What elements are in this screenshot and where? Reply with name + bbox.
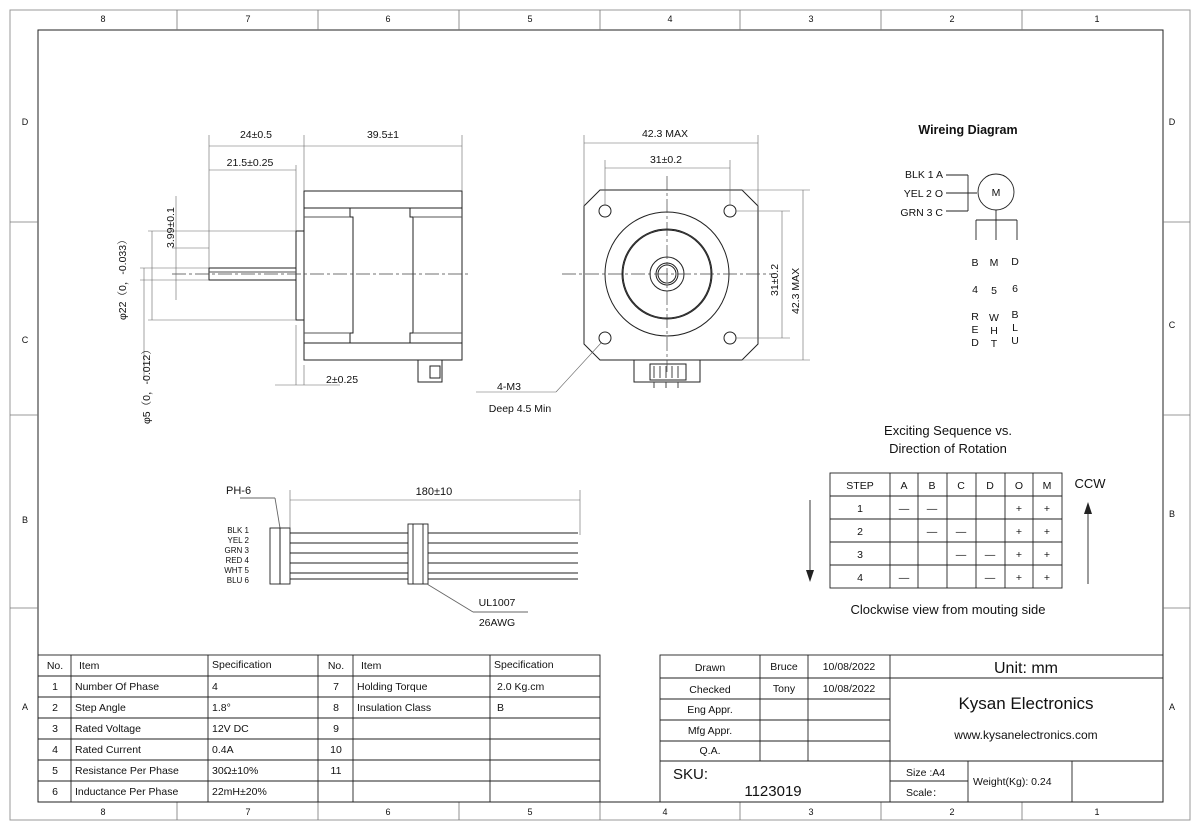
seq-cell: 2: [857, 526, 863, 538]
seq-cell: +: [1043, 572, 1051, 584]
dim-shaft-diameter: φ5（0，-0.012）: [141, 344, 153, 424]
sku-value: 1123019: [744, 783, 802, 800]
pin-label-5: WHT 5: [224, 566, 249, 575]
spec-cell: Rated Current: [75, 744, 141, 756]
seq-header-d: D: [986, 480, 994, 492]
pin-label-6: BLU 6: [226, 576, 249, 585]
spec-cell: Holding Torque: [357, 681, 428, 693]
dim-body-length: 39.5±1: [366, 129, 400, 141]
spec-cell: 2.0 Kg.cm: [497, 681, 545, 693]
lead-label-a: BLK 1 A: [905, 169, 943, 181]
zone-row-c-right: C: [1168, 320, 1176, 330]
zone-col-3-bottom: 3: [808, 807, 814, 817]
side-view: [140, 135, 470, 385]
seq-header-a: A: [900, 480, 908, 492]
seq-cell: —: [984, 549, 996, 561]
approval-role: Eng Appr.: [687, 704, 733, 716]
lead-label-c: GRN 3 C: [900, 207, 943, 219]
dim-hole-spacing-vertical: 31±0.2: [769, 263, 781, 296]
front-view-dimensions: [489, 128, 802, 415]
spec-cell: Rated Voltage: [75, 723, 141, 735]
spec-cell: 8: [333, 702, 339, 714]
spec-cell: Number Of Phase: [75, 681, 160, 693]
zone-col-3: 3: [808, 14, 814, 24]
spec-cell: 30Ω±10%: [212, 765, 259, 777]
connector-label: PH-6: [226, 485, 252, 497]
spec-cell: Insulation Class: [357, 702, 432, 714]
seq-cell: —: [926, 503, 938, 515]
spec-cell: 11: [330, 765, 342, 777]
seq-cell: +: [1043, 549, 1051, 561]
seq-header-o: O: [1014, 480, 1024, 492]
color-wht-3: T: [990, 338, 998, 350]
color-wht-1: W: [989, 312, 999, 324]
company-website: www.kysanelectronics.com: [954, 728, 1098, 742]
sequence-title-line-2: Direction of Rotation: [889, 441, 1007, 456]
zone-col-1-bottom: 1: [1094, 807, 1100, 817]
spec-cell: 4: [52, 744, 58, 756]
seq-header-b: B: [928, 480, 936, 492]
zone-col-7: 7: [245, 14, 251, 24]
approval-date: 10/08/2022: [822, 683, 876, 695]
wiring-diagram: [900, 123, 1019, 350]
seq-cell: —: [898, 572, 910, 584]
motor-symbol-label: M: [991, 187, 1001, 199]
approval-name: Bruce: [770, 661, 798, 673]
zone-row-d-right: D: [1168, 117, 1176, 127]
zone-col-1: 1: [1094, 14, 1100, 24]
spec-cell: 4: [212, 681, 218, 693]
zone-row-c: C: [21, 335, 29, 345]
seq-header-c: C: [957, 480, 965, 492]
color-red-3: D: [971, 337, 979, 349]
zone-col-4-bottom: 4: [662, 807, 668, 817]
lead-number-5: 5: [991, 285, 997, 297]
pin-label-4: RED 4: [225, 556, 249, 565]
hole-callout-thread: 4-M3: [497, 381, 521, 393]
seq-cell: +: [1015, 572, 1023, 584]
wire-gauge: 26AWG: [478, 617, 516, 629]
dim-shaft-usable: 21.5±0.25: [226, 157, 274, 169]
seq-cell: +: [1015, 549, 1023, 561]
spec-cell: 9: [333, 723, 339, 735]
exciting-sequence: [806, 423, 1106, 617]
spec-cell: 12V DC: [212, 723, 249, 735]
spec-cell: 5: [52, 765, 58, 777]
dim-flat: 3.99±0.1: [165, 207, 177, 248]
spec-cell: 0.4A: [212, 744, 234, 756]
color-blu-1: B: [1011, 309, 1019, 321]
title-block: [660, 655, 1163, 802]
pin-label-2: YEL 2: [227, 536, 249, 545]
dim-hole-spacing-horizontal: 31±0.2: [649, 154, 683, 166]
seq-cell: —: [926, 526, 938, 538]
color-blu-2: L: [1012, 322, 1018, 334]
spec-table: [38, 655, 600, 802]
zone-col-6-bottom: 6: [385, 807, 391, 817]
cw-arrow-head: [806, 570, 814, 582]
front-view: [476, 135, 810, 392]
color-blu-3: U: [1011, 335, 1019, 347]
dim-boss-diameter: φ22（0，-0.033）: [117, 234, 129, 320]
zone-row-a: A: [21, 702, 29, 712]
seq-cell: —: [898, 503, 910, 515]
dim-boss-height: 2±0.25: [326, 374, 359, 386]
sequence-caption: Clockwise view from mouting side: [850, 602, 1046, 617]
approval-name: Tony: [772, 683, 796, 695]
seq-cell: 3: [857, 549, 863, 561]
seq-cell: —: [984, 572, 996, 584]
approval-role: Mfg Appr.: [687, 725, 733, 737]
approval-role: Drawn: [694, 662, 726, 674]
ccw-arrow-head: [1084, 502, 1092, 514]
sheet-size: Size :A4: [906, 767, 946, 779]
zone-col-8-bottom: 8: [100, 807, 106, 817]
seq-cell: +: [1043, 526, 1051, 538]
wiring-title: Wireing Diagram: [918, 123, 1018, 137]
seq-cell: +: [1015, 503, 1023, 515]
color-wht-2: H: [990, 325, 998, 337]
zone-col-8: 8: [100, 14, 106, 24]
seq-header-m: M: [1042, 480, 1052, 492]
company-name: Kysan Electronics: [958, 694, 1094, 713]
spec-cell: 3: [52, 723, 58, 735]
zone-col-2: 2: [949, 14, 955, 24]
zone-col-7-bottom: 7: [245, 807, 251, 817]
spec-cell: Step Angle: [75, 702, 126, 714]
weight: Weight(Kg): 0.24: [973, 776, 1052, 788]
lead-label-o: YEL 2 O: [903, 188, 943, 200]
lead-letter-b: B: [971, 257, 979, 269]
seq-cell: +: [1015, 526, 1023, 538]
zone-row-d: D: [21, 117, 29, 127]
seq-header-step: STEP: [846, 480, 874, 492]
color-red-1: R: [971, 311, 979, 323]
side-view-dimensions: [117, 129, 399, 424]
unit-label: Unit: mm: [994, 660, 1058, 677]
zone-col-6: 6: [385, 14, 391, 24]
seq-cell: —: [955, 526, 967, 538]
spec-cell: 1.8°: [212, 702, 231, 714]
sheet-scale: Scale：: [906, 787, 943, 799]
seq-cell: +: [1043, 503, 1051, 515]
zone-row-b: B: [21, 515, 29, 525]
spec-cell: 2: [52, 702, 58, 714]
sequence-title-line-1: Exciting Sequence vs.: [884, 423, 1012, 438]
color-red-2: E: [971, 324, 979, 336]
mounting-hole: [724, 332, 736, 344]
lead-letter-d: D: [1011, 256, 1019, 268]
cable-length: 180±10: [415, 486, 453, 498]
seq-cell: 4: [857, 572, 863, 584]
dim-height-max: 42.3 MAX: [790, 267, 802, 314]
dim-shaft-length: 24±0.5: [239, 129, 273, 141]
spec-cell: Resistance Per Phase: [75, 765, 179, 777]
zone-row-b-right: B: [1168, 509, 1176, 519]
inner-frame: [38, 30, 1163, 802]
approval-date: 10/08/2022: [822, 661, 876, 673]
spec-cell: 10: [330, 744, 342, 756]
zone-col-4: 4: [667, 14, 673, 24]
mounting-hole: [599, 205, 611, 217]
zone-row-a-right: A: [1168, 702, 1176, 712]
approval-role: Checked: [689, 684, 731, 696]
hole-callout-depth: Deep 4.5 Min: [488, 403, 552, 415]
mounting-hole: [599, 332, 611, 344]
approval-role: Q.A.: [699, 745, 721, 757]
spec-header-no-2: No.: [327, 660, 345, 672]
spec-cell: Inductance Per Phase: [75, 786, 179, 798]
dim-width-max: 42.3 MAX: [641, 128, 689, 140]
zone-col-2-bottom: 2: [949, 807, 955, 817]
lead-number-4: 4: [972, 284, 978, 296]
zone-col-5: 5: [527, 14, 533, 24]
spec-header-spec-2: Specification: [494, 659, 554, 671]
seq-cell: —: [955, 549, 967, 561]
spec-cell: B: [497, 702, 505, 714]
seq-cell: 1: [857, 503, 863, 515]
sku-label: SKU:: [673, 766, 709, 783]
cable-drawing: [224, 485, 580, 629]
spec-header-no: No.: [46, 660, 64, 672]
ccw-label: CCW: [1074, 476, 1106, 491]
spec-cell: 22mH±20%: [212, 786, 267, 798]
mounting-hole: [724, 205, 736, 217]
spec-cell: 1: [52, 681, 58, 693]
spec-header-spec: Specification: [212, 659, 272, 671]
spec-header-item-2: Item: [361, 660, 382, 672]
spec-header-item: Item: [79, 660, 100, 672]
lead-number-6: 6: [1012, 283, 1018, 295]
pin-label-1: BLK 1: [227, 526, 249, 535]
lead-letter-m: M: [989, 257, 999, 269]
wire-type: UL1007: [478, 597, 516, 609]
spec-cell: 6: [52, 786, 58, 798]
zone-col-5-bottom: 5: [527, 807, 533, 817]
pin-label-3: GRN 3: [224, 546, 249, 555]
spec-cell: 7: [333, 681, 339, 693]
